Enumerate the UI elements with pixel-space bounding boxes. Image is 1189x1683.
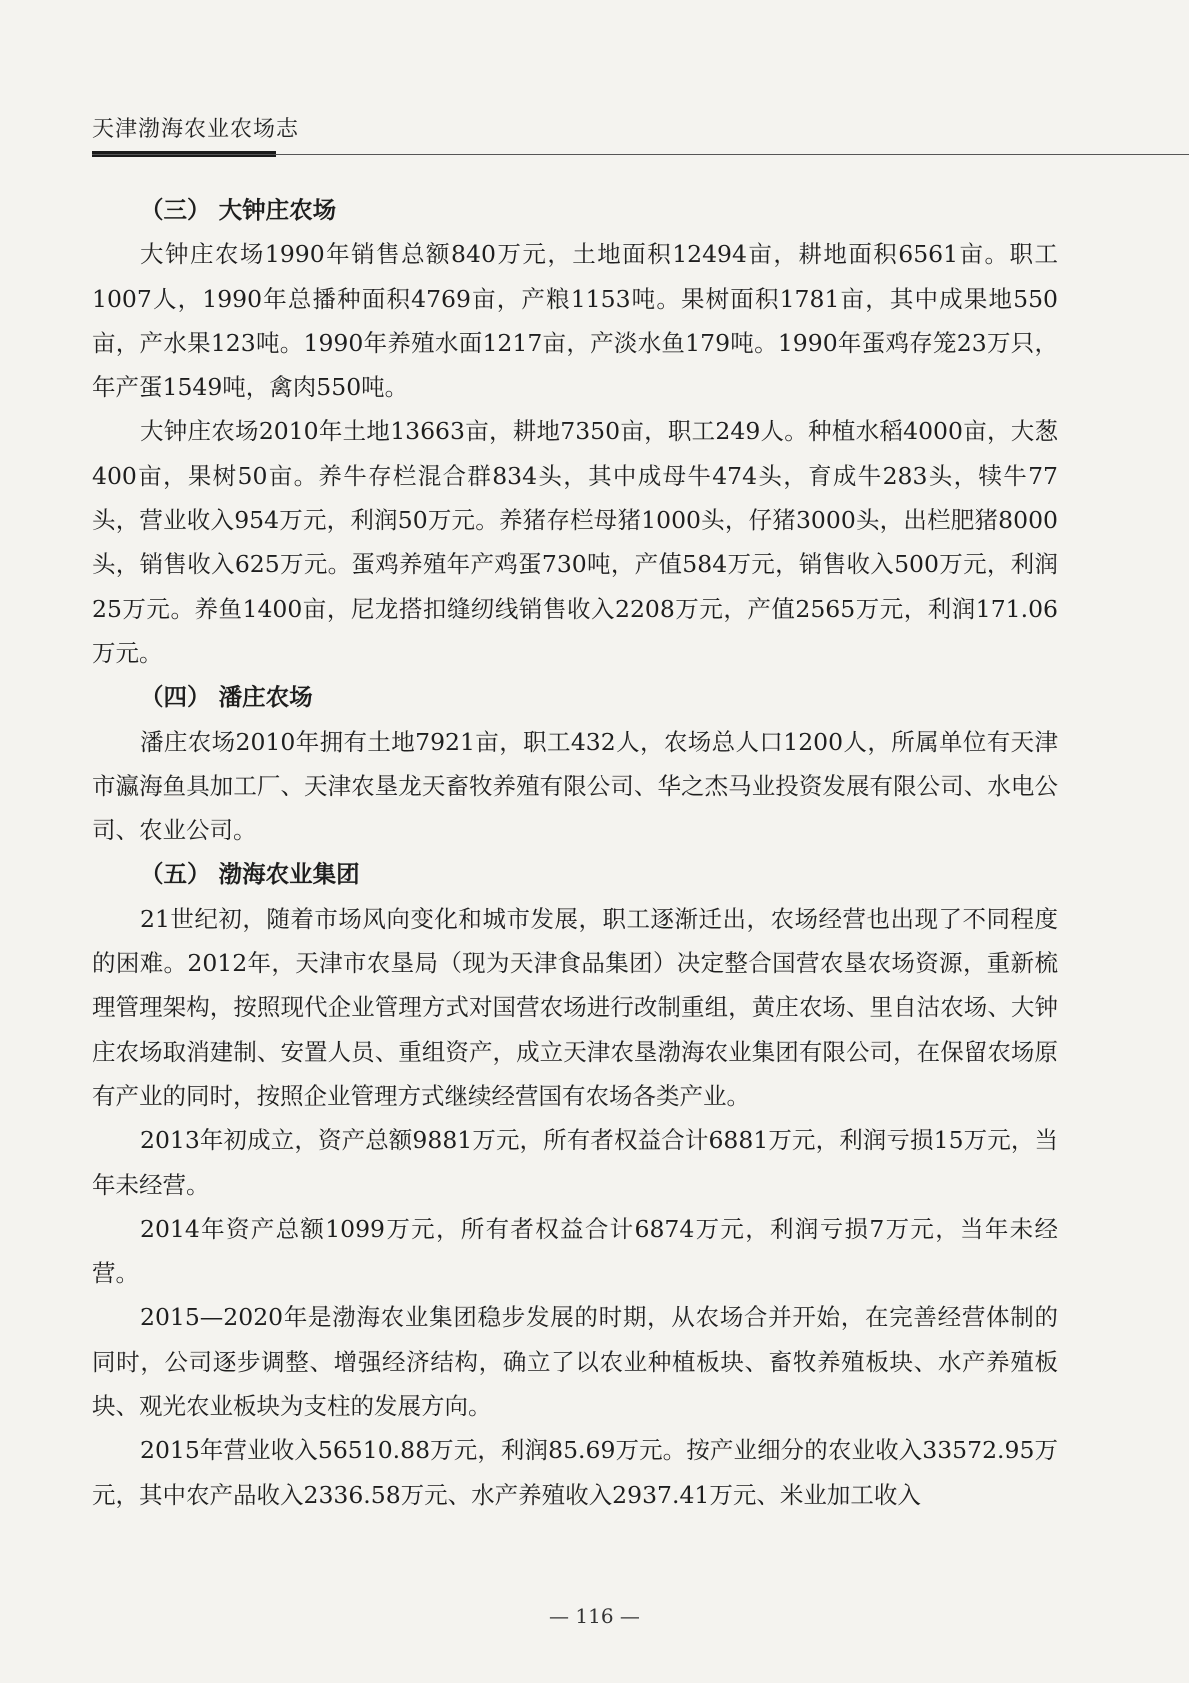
paragraph: 大钟庄农场2010年土地13663亩，耕地7350亩，职工249人。种植水稻4000亩，大葱400亩，果树50亩。养牛存栏混合群834头，其中成母牛474头，育成牛283头，犊牛77头，营业收入954万元，利润50万元。养猪存栏母猪1000头，仔猪3000头，出栏肥猪8000头，销售收入625万元。蛋鸡养殖年产鸡蛋730吨，产值584万元，销售收入500万元，利润25万元。养鱼1400亩，尼龙搭扣缝纫线销售收入2208万元，产值2565万元，利润171.06万元。 (92, 417, 1058, 667)
section-heading-dazhongzhuang: （三） 大钟庄农场 (140, 196, 337, 224)
running-head: 天津渤海农业农场志 (92, 117, 300, 142)
paragraph: 大钟庄农场1990年销售总额840万元，土地面积12494亩，耕地面积6561亩。职工1007人，1990年总播种面积4769亩，产粮1153吨。果树面积1781亩，其中成果地550亩，产水果123吨。1990年养殖水面1217亩，产淡水鱼179吨。1990年蛋鸡存笼23万只，年产蛋1549吨，禽肉550吨。 (92, 240, 1058, 402)
paragraph: 2014年资产总额1099万元，所有者权益合计6874万元，利润亏损7万元，当年未经营。 (92, 1214, 1058, 1288)
header-rule (92, 154, 1189, 155)
paragraph: 21世纪初，随着市场风向变化和城市发展，职工逐渐迁出，农场经营也出现了不同程度的困难。2012年，天津市农垦局（现为天津食品集团）决定整合国营农垦农场资源，重新梳理管理架构，按照现代企业管理方式对国营农场进行改制重组，黄庄农场、里自沽农场、大钟庄农场取消建制、安置人员、重组资产，成立天津农垦渤海农业集团有限公司，在保留农场原有产业的同时，按照企业管理方式继续经营国有农场各类产业。 (92, 904, 1058, 1110)
section-heading-bohai-group: （五） 渤海农业集团 (140, 860, 360, 889)
page-body (92, 188, 1058, 1517)
section-heading-panzhuang: （四） 潘庄农场 (140, 683, 313, 712)
paragraph: 2013年初成立，资产总额9881万元，所有者权益合计6881万元，利润亏损15万元，当年未经营。 (92, 1126, 1058, 1199)
paragraph: 2015年营业收入56510.88万元，利润85.69万元。按产业细分的农业收入33572.95万元，其中农产品收入2336.58万元、水产养殖收入2937.41万元、米业加工收入 (92, 1436, 1058, 1509)
paragraph: 潘庄农场2010年拥有土地7921亩，职工432人，农场总人口1200人，所属单位有天津市瀛海鱼具加工厂、天津农垦龙天畜牧养殖有限公司、华之杰马业投资发展有限公司、水电公司、农业公司。 (92, 727, 1058, 845)
page-number: — 116 — (549, 1604, 640, 1628)
paragraph: 2015—2020年是渤海农业集团稳步发展的时期，从农场合并开始，在完善经营体制的同时，公司逐步调整、增强经济结构，确立了以农业种植板块、畜牧养殖板块、水产养殖板块、观光农业板块为支柱的发展方向。 (92, 1303, 1058, 1421)
